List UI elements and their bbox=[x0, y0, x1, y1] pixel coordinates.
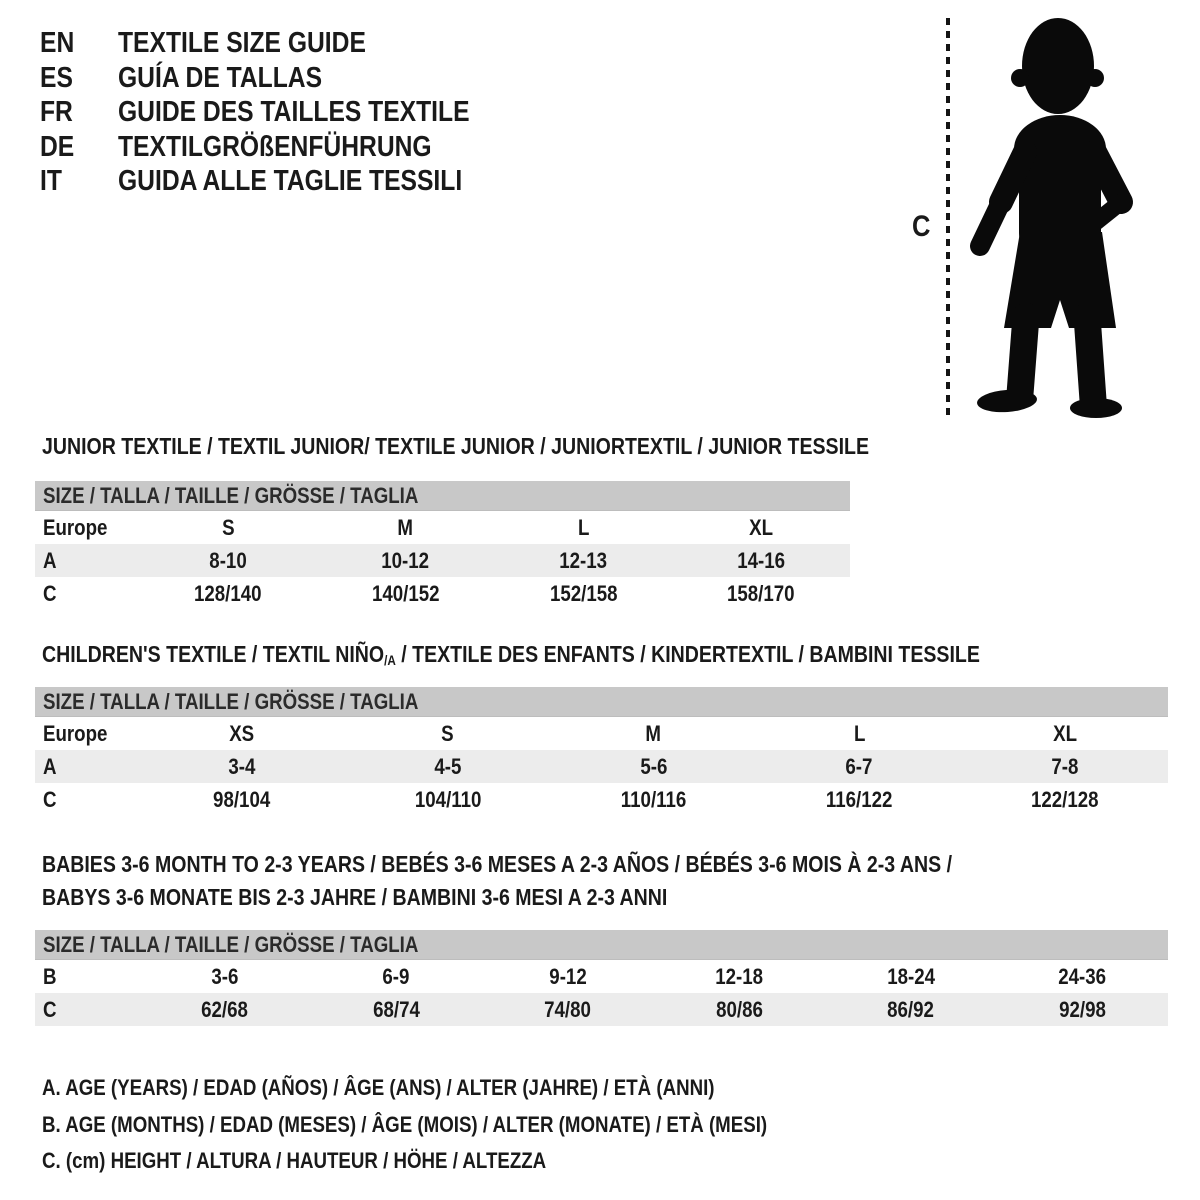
row-label: C bbox=[43, 580, 57, 606]
children-size-header-bar: SIZE / TALLA / TAILLE / GRÖSSE / TAGLIA bbox=[35, 687, 1168, 717]
size-cell: XS bbox=[229, 720, 255, 746]
row-label: Europe bbox=[43, 720, 108, 746]
size-cell: XL bbox=[1053, 720, 1078, 746]
months-cell: 9-12 bbox=[549, 963, 587, 989]
height-cell: 74/80 bbox=[544, 996, 592, 1022]
legend-line-b: B. AGE (MONTHS) / EDAD (MESES) / ÂGE (MOIS) / ALTER (MONATE) / ETÀ (MESI) bbox=[42, 1111, 768, 1137]
guide-title-de: TEXTILGRÖßENFÜHRUNG bbox=[118, 130, 432, 163]
height-cell: 92/98 bbox=[1058, 996, 1106, 1022]
language-row-fr bbox=[40, 95, 532, 130]
children-row-height bbox=[35, 783, 1168, 816]
guide-title-es: GUÍA DE TALLAS bbox=[118, 61, 323, 94]
age-cell: 10-12 bbox=[381, 547, 430, 573]
height-cell: 62/68 bbox=[201, 996, 249, 1022]
language-row-es bbox=[40, 61, 532, 96]
row-label: B bbox=[43, 963, 57, 989]
legend-line-a: A. AGE (YEARS) / EDAD (AÑOS) / ÂGE (ANS) / ALTER (JAHRE) / ETÀ (ANNI) bbox=[42, 1075, 715, 1100]
junior-row-europe bbox=[35, 511, 850, 544]
measurement-legend bbox=[42, 1070, 895, 1180]
language-row-it bbox=[40, 164, 532, 199]
junior-row-height bbox=[35, 577, 850, 610]
guide-title-it: GUIDA ALLE TAGLIE TESSILI bbox=[118, 165, 463, 197]
age-cell: 5-6 bbox=[639, 753, 668, 779]
size-cell: XL bbox=[749, 514, 774, 540]
babies-size-header-bar: SIZE / TALLA / TAILLE / GRÖSSE / TAGLIA bbox=[35, 930, 1168, 960]
months-cell: 24-36 bbox=[1058, 963, 1107, 989]
months-cell: 12-18 bbox=[715, 963, 764, 989]
children-row-europe bbox=[35, 717, 1168, 750]
height-cell: 140/152 bbox=[371, 580, 440, 606]
row-label: Europe bbox=[43, 514, 108, 540]
row-label: C bbox=[43, 996, 57, 1022]
legend-line-c: C. (cm) HEIGHT / ALTURA / HAUTEUR / HÖHE / ALTEZZA bbox=[42, 1148, 547, 1173]
title-subscript: /A bbox=[384, 653, 396, 669]
months-cell: 3-6 bbox=[211, 963, 239, 989]
babies-size-table bbox=[35, 930, 1168, 1026]
height-cell: 68/74 bbox=[372, 996, 420, 1022]
size-cell: M bbox=[645, 720, 662, 746]
age-cell: 12-13 bbox=[559, 547, 608, 573]
language-code: IT bbox=[40, 165, 62, 197]
language-row-en bbox=[40, 26, 532, 61]
language-row-de bbox=[40, 130, 532, 165]
babies-section-title: BABIES 3-6 MONTH TO 2-3 YEARS / BEBÉS 3-6 MESES A 2-3 AÑOS / BÉBÉS 3-6 MOIS À 2-3 ANS / BABYS 3-6 MONATE BIS 2-3 JAHRE / BAMBINI 3-6 MESI A 2-3 ANNI bbox=[42, 851, 953, 910]
language-code: ES bbox=[40, 61, 73, 94]
children-section-title: CHILDREN'S TEXTILE / TEXTIL NIÑO/A / TEXTILE DES ENFANTS / KINDERTEXTIL / BAMBINI TESSILE bbox=[42, 641, 980, 669]
age-cell: 8-10 bbox=[209, 547, 247, 573]
size-cell: L bbox=[577, 514, 590, 540]
row-label: C bbox=[43, 786, 57, 812]
age-cell: 4-5 bbox=[434, 753, 462, 779]
height-measure-dashed-line bbox=[946, 18, 950, 416]
guide-title-en: TEXTILE SIZE GUIDE bbox=[118, 27, 366, 59]
language-title-list bbox=[40, 26, 532, 199]
height-measure-label: C bbox=[912, 210, 931, 243]
months-cell: 18-24 bbox=[886, 963, 935, 989]
row-label: A bbox=[43, 547, 57, 573]
size-cell: M bbox=[397, 514, 414, 540]
age-cell: 14-16 bbox=[737, 547, 786, 573]
row-label: A bbox=[43, 753, 57, 779]
junior-section-title: JUNIOR TEXTILE / TEXTIL JUNIOR/ TEXTILE JUNIOR / JUNIORTEXTIL / JUNIOR TESSILE bbox=[42, 433, 870, 459]
size-cell: S bbox=[221, 514, 235, 540]
height-cell: 158/170 bbox=[727, 580, 795, 606]
children-row-age bbox=[35, 750, 1168, 783]
children-size-table bbox=[35, 687, 1168, 816]
baby-silhouette-icon bbox=[963, 14, 1151, 422]
junior-size-header-bar: SIZE / TALLA / TAILLE / GRÖSSE / TAGLIA bbox=[35, 481, 850, 511]
height-cell: 98/104 bbox=[213, 786, 271, 812]
language-code: FR bbox=[40, 96, 73, 128]
height-cell: 80/86 bbox=[715, 996, 763, 1022]
guide-title-fr: GUIDE DES TAILLES TEXTILE bbox=[118, 96, 470, 128]
height-cell: 122/128 bbox=[1031, 786, 1099, 812]
height-cell: 152/158 bbox=[549, 580, 618, 606]
age-cell: 3-4 bbox=[228, 753, 256, 779]
months-cell: 6-9 bbox=[382, 963, 410, 989]
height-cell: 128/140 bbox=[194, 580, 262, 606]
height-cell: 104/110 bbox=[414, 786, 481, 812]
height-cell: 110/116 bbox=[620, 786, 687, 812]
babies-row-months bbox=[35, 960, 1168, 993]
language-code: EN bbox=[40, 27, 75, 59]
size-cell: S bbox=[441, 720, 454, 746]
size-cell: L bbox=[853, 720, 866, 746]
age-cell: 6-7 bbox=[845, 753, 873, 779]
junior-size-table bbox=[35, 481, 850, 610]
age-cell: 7-8 bbox=[1051, 753, 1079, 779]
height-cell: 86/92 bbox=[887, 996, 935, 1022]
babies-row-height bbox=[35, 993, 1168, 1026]
junior-row-age bbox=[35, 544, 850, 577]
language-code: DE bbox=[40, 130, 75, 163]
height-cell: 116/122 bbox=[825, 786, 893, 812]
